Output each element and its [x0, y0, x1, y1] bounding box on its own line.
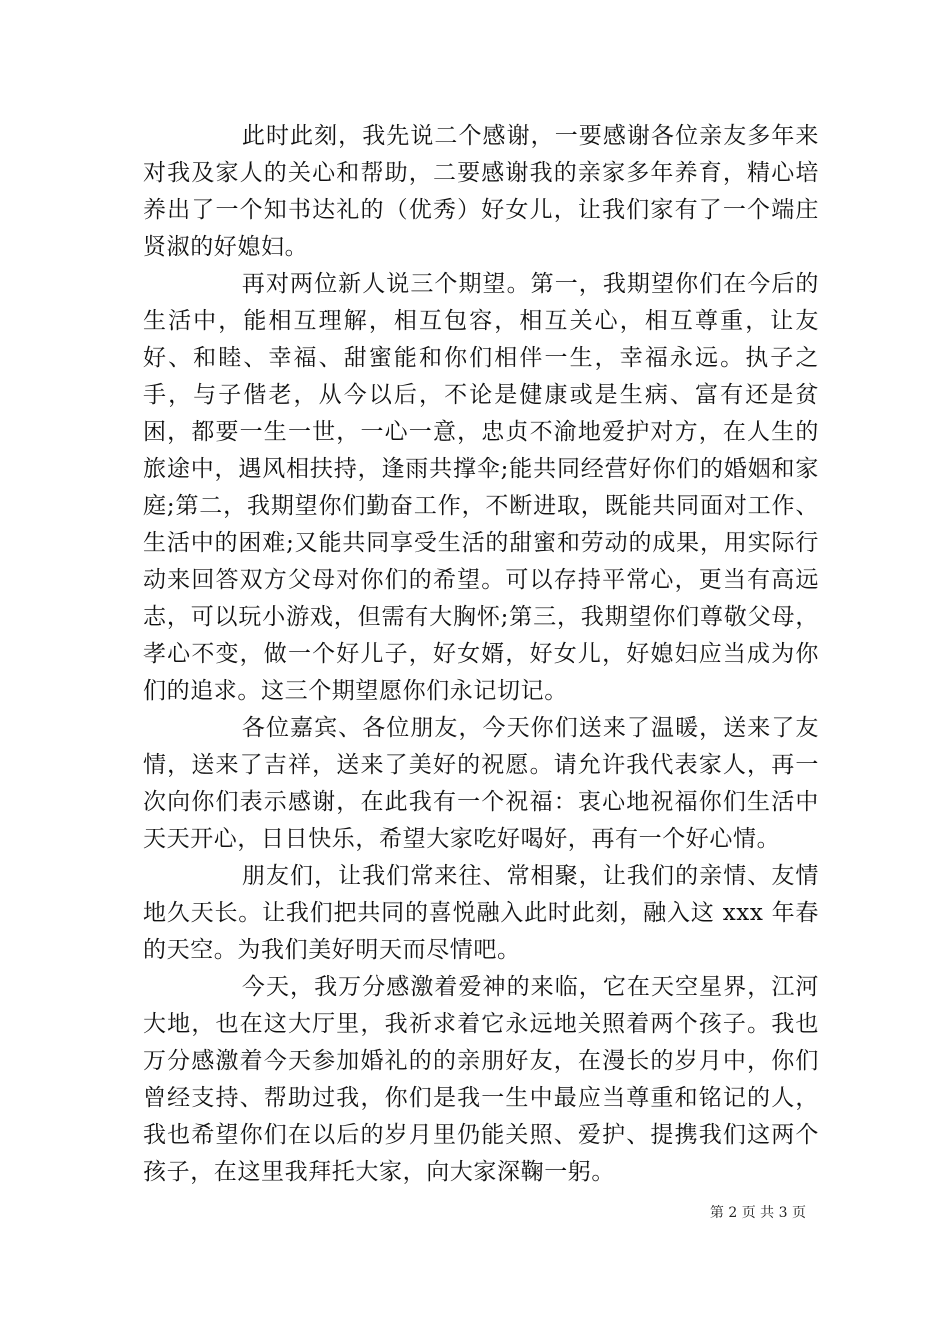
- paragraph-gratitude: 今天，我万分感激着爱神的来临，它在天空星界，江河大地，也在这大厅里，我祈求着它永远地关照着两个孩子。我也万分感激着今天参加婚礼的的亲朋好友，在漫长的岁月中，你们曾经支持、帮助过我，你们是我一生中最应当尊重和铭记的人，我也希望你们在以后的岁月里仍能关照、爱护、提携我们这两个孩子，在这里我拜托大家，向大家深鞠一躬。: [143, 974, 819, 1185]
- page-number: 第 2 页 共 3 页: [709, 1205, 806, 1221]
- paragraph-friends: 朋友们，让我们常来往、常相聚，让我们的亲情、友情地久天长。让我们把共同的喜悦融入此时此刻，融入这 xxx 年春的天空。为我们美好明天而尽情吧。: [143, 863, 819, 963]
- document-body: [143, 118, 819, 1191]
- paragraph-guests: 各位嘉宾、各位朋友，今天你们送来了温暖，送来了友情，送来了吉祥，送来了美好的祝愿。请允许我代表家人，再一次向你们表示感谢，在此我有一个祝福：衷心地祝福你们生活中天天开心，日日快乐，希望大家吃好喝好，再有一个好心情。: [143, 715, 819, 852]
- paragraph-expectations: 再对两位新人说三个期望。第一，我期望你们在今后的生活中，能相互理解，相互包容，相互关心，相互尊重，让友好、和睦、幸福、甜蜜能和你们相伴一生，幸福永远。执子之手，与子偕老，从今以后，不论是健康或是生病、富有还是贫困，都要一生一世，一心一意，忠贞不渝地爱护对方，在人生的旅途中，遇风相扶持，逢雨共撑伞;能共同经营好你们的婚姻和家庭;第二，我期望你们勤奋工作，不断进取，既能共同面对工作、生活中的困难;又能共同享受生活的甜蜜和劳动的成果，用实际行动来回答双方父母对你们的希望。可以存持平常心，更当有高远志，可以玩小游戏，但需有大胸怀;第三，我期望你们尊敬父母，孝心不变，做一个好儿子，好女婿，好女儿，好媳妇应当成为你们的追求。这三个期望愿你们永记切记。: [143, 271, 819, 704]
- paragraph-thanks: 此时此刻，我先说二个感谢，一要感谢各位亲友多年来对我及家人的关心和帮助，二要感谢我的亲家多年养育，精心培养出了一个知书达礼的（优秀）好女儿，让我们家有了一个端庄贤淑的好媳妇。: [143, 123, 819, 260]
